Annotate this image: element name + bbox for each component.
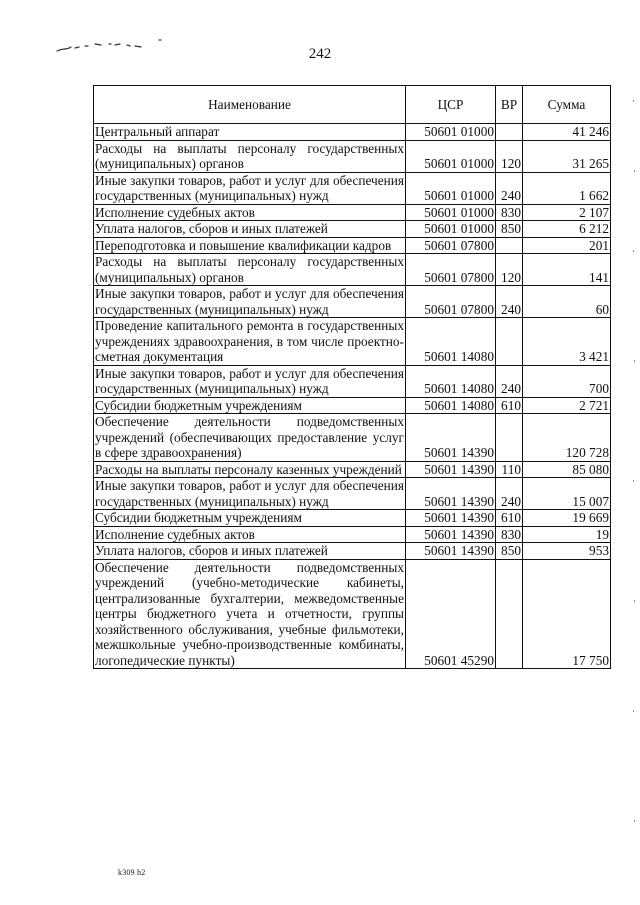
row-csr: 50601 14390	[406, 510, 496, 527]
row-vr: 850	[496, 543, 523, 560]
row-csr: 50601 14080	[406, 397, 496, 414]
row-vr: 830	[496, 526, 523, 543]
row-vr: 240	[496, 172, 523, 204]
footer-code: k309 h2	[118, 868, 146, 877]
row-name: Переподготовка и повышение квалификации кадров	[94, 237, 406, 254]
row-sum: 953	[523, 543, 611, 560]
row-csr: 50601 07800	[406, 237, 496, 254]
table-row	[94, 204, 611, 221]
table-row	[94, 318, 611, 366]
table-row	[94, 124, 611, 141]
row-name: Иные закупки товаров, работ и услуг для обеспечения государственных (муниципальных) нужд	[95, 365, 404, 396]
header-name: Наименование	[94, 86, 406, 124]
row-name: Центральный аппарат	[94, 124, 406, 141]
row-csr: 50601 01000	[406, 140, 496, 172]
row-sum: 201	[523, 237, 611, 254]
table-row	[94, 478, 611, 510]
row-sum: 6 212	[523, 221, 611, 238]
row-csr: 50601 14390	[406, 414, 496, 462]
row-sum: 19 669	[523, 510, 611, 527]
row-sum: 19	[523, 526, 611, 543]
row-name: Исполнение судебных актов	[94, 526, 406, 543]
row-name: Обеспечение деятельности подведомственных учреждений (обеспечивающих предоставление услуг в сфере здравоохранения)	[95, 414, 404, 460]
table-row	[94, 543, 611, 560]
row-csr: 50601 45290	[406, 559, 496, 669]
row-csr: 50601 01000	[406, 204, 496, 221]
row-csr: 50601 14390	[406, 461, 496, 478]
row-name: Субсидии бюджетным учреждениям	[94, 397, 406, 414]
header-sum: Сумма	[523, 86, 611, 124]
row-sum: 141	[523, 254, 611, 286]
row-csr: 50601 14080	[406, 365, 496, 397]
row-sum: 85 080	[523, 461, 611, 478]
row-name: Расходы на выплаты персоналу государственных (муниципальных) органов	[95, 140, 404, 171]
row-sum: 31 265	[523, 140, 611, 172]
row-csr: 50601 07800	[406, 254, 496, 286]
row-name: Исполнение судебных актов	[94, 204, 406, 221]
table-row	[94, 254, 611, 286]
row-vr: 240	[496, 365, 523, 397]
row-sum: 41 246	[523, 124, 611, 141]
row-vr	[496, 559, 523, 669]
row-vr: 120	[496, 140, 523, 172]
row-vr	[496, 414, 523, 462]
row-sum: 700	[523, 365, 611, 397]
table-row	[94, 526, 611, 543]
row-vr: 110	[496, 461, 523, 478]
row-sum: 120 728	[523, 414, 611, 462]
row-csr: 50601 14390	[406, 526, 496, 543]
row-csr: 50601 07800	[406, 286, 496, 318]
table-row	[94, 414, 611, 462]
row-name: Уплата налогов, сборов и иных платежей	[94, 221, 406, 238]
row-csr: 50601 01000	[406, 172, 496, 204]
row-name: Иные закупки товаров, работ и услуг для обеспечения государственных (муниципальных) нужд	[95, 172, 404, 203]
row-sum: 2 107	[523, 204, 611, 221]
row-name: Расходы на выплаты персоналу казенных учреждений	[94, 461, 406, 478]
row-name: Проведение капитального ремонта в государственных учреждениях здравоохранения, в том числе проектно-сметная документация	[95, 318, 404, 364]
row-name: Иные закупки товаров, работ и услуг для обеспечения государственных (муниципальных) нужд	[95, 478, 404, 509]
row-name: Субсидии бюджетным учреждениям	[94, 510, 406, 527]
table-row	[94, 221, 611, 238]
table-row	[94, 286, 611, 318]
row-sum: 15 007	[523, 478, 611, 510]
table-row	[94, 140, 611, 172]
header-csr: ЦСР	[406, 86, 496, 124]
row-csr: 50601 01000	[406, 124, 496, 141]
row-vr: 240	[496, 286, 523, 318]
row-name: Обеспечение деятельности подведомственных учреждений (учебно-методические кабинеты, централизованные бухгалтерии, межведомственные центры бюджетного учета и отчетности, группы хозяйственного обслуживания, учебные фильмотеки, межшкольные учебно-производственные комбинаты, логопедические пункты)	[95, 559, 404, 668]
row-vr	[496, 237, 523, 254]
row-name: Иные закупки товаров, работ и услуг для обеспечения государственных (муниципальных) нужд	[95, 286, 404, 317]
row-vr	[496, 124, 523, 141]
row-sum: 3 421	[523, 318, 611, 366]
row-csr: 50601 14080	[406, 318, 496, 366]
row-csr: 50601 01000	[406, 221, 496, 238]
table-row	[94, 510, 611, 527]
row-csr: 50601 14390	[406, 543, 496, 560]
table-row	[94, 397, 611, 414]
header-vr: ВР	[496, 86, 523, 124]
row-vr: 610	[496, 397, 523, 414]
table-row	[94, 461, 611, 478]
row-sum: 2 721	[523, 397, 611, 414]
row-vr: 240	[496, 478, 523, 510]
row-vr	[496, 318, 523, 366]
table-header-row	[94, 86, 611, 124]
scan-edge-marks	[630, 60, 638, 880]
row-sum: 1 662	[523, 172, 611, 204]
row-vr: 610	[496, 510, 523, 527]
page-number: 242	[308, 46, 332, 62]
table-row	[94, 172, 611, 204]
row-vr: 830	[496, 204, 523, 221]
row-vr: 850	[496, 221, 523, 238]
row-csr: 50601 14390	[406, 478, 496, 510]
table-row	[94, 365, 611, 397]
row-sum: 17 750	[523, 559, 611, 669]
table-row	[94, 237, 611, 254]
row-name: Расходы на выплаты персоналу государственных (муниципальных) органов	[95, 254, 404, 285]
row-sum: 60	[523, 286, 611, 318]
row-vr: 120	[496, 254, 523, 286]
row-name: Уплата налогов, сборов и иных платежей	[94, 543, 406, 560]
table-row	[94, 559, 611, 669]
budget-table	[93, 85, 611, 669]
